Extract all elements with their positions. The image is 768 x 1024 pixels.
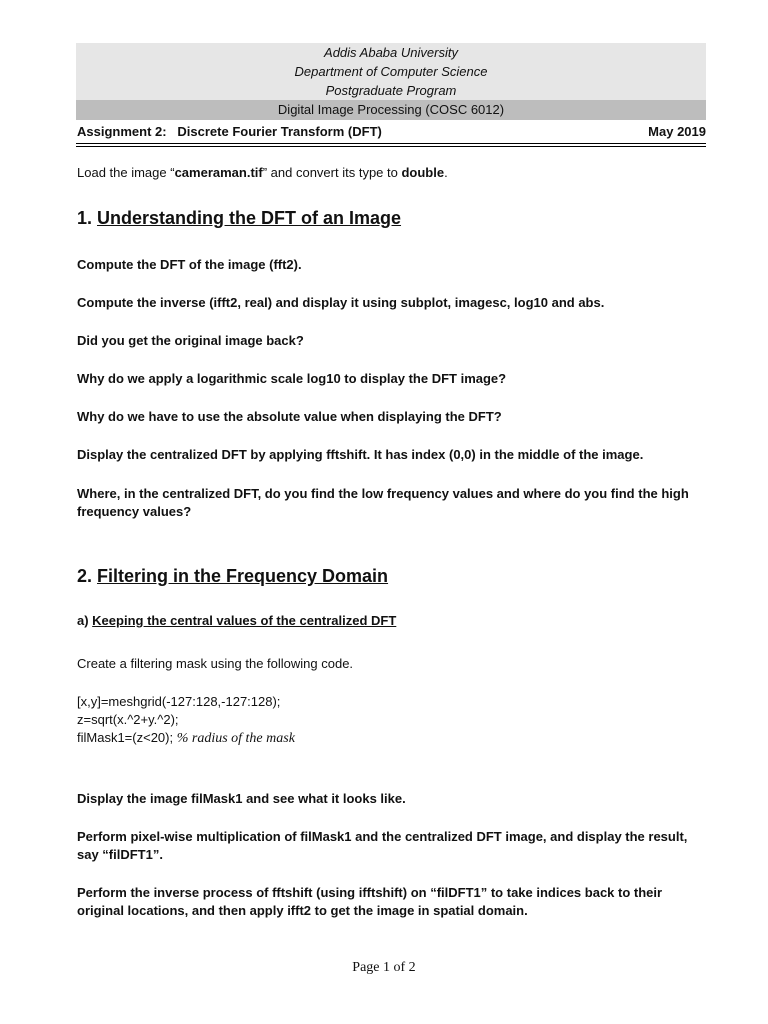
section2-item: Display the image filMask1 and see what it looks like. (77, 791, 406, 806)
section1-item: Compute the inverse (ifft2, real) and display it using subplot, imagesc, log10 and abs. (77, 295, 605, 310)
department-name: Department of Computer Science (294, 64, 488, 79)
create-mask-text: Create a filtering mask using the following code. (77, 656, 354, 671)
intro-text-pre: Load the image “ (77, 165, 175, 180)
assignment-date: May 2019 (648, 124, 706, 139)
page-number: Page 1 of 2 (352, 960, 416, 975)
intro-text-post: . (444, 165, 448, 180)
code-comment: % radius of the mask (176, 731, 295, 746)
section2-item: Perform the inverse process of fftshift (using ifftshift) on “filDFT1” to take indices back to their original locations, and then apply ifft2 to get the image in spatial domain. (77, 885, 663, 918)
code-line: z=sqrt(x.^2+y.^2); (77, 712, 179, 727)
section1-item: Why do we apply a logarithmic scale log10 to display the DFT image? (77, 371, 507, 386)
course-title: Digital Image Processing (COSC 6012) (76, 100, 706, 120)
section1-heading (77, 208, 401, 229)
section2-item: Perform pixel-wise multiplication of filMask1 and the centralized DFT image, and display the result, say “filDFT1”. (77, 829, 688, 862)
section1-item: Where, in the centralized DFT, do you find the low frequency values and where do you find the high frequency values? (77, 486, 689, 519)
section1-item: Display the centralized DFT by applying fftshift. It has index (0,0) in the middle of the image. (77, 447, 644, 462)
section2-subheading-a (77, 613, 396, 628)
section2-number: 2. (77, 566, 98, 586)
intro-filename: cameraman.tif (174, 165, 263, 180)
section2-title: Filtering in the Frequency Domain (97, 566, 389, 586)
intro-paragraph (77, 164, 707, 182)
program-name: Postgraduate Program (325, 83, 457, 98)
section2-heading (77, 566, 388, 587)
university-name: Addis Ababa University (324, 45, 458, 60)
header-rule-bottom (76, 146, 706, 147)
section1-item: Compute the DFT of the image (fft2). (77, 257, 302, 272)
code-line: [x,y]=meshgrid(-127:128,-127:128); (77, 694, 281, 709)
subheading-a-title: Keeping the central values of the centralized DFT (92, 613, 397, 628)
code-line-with-comment (77, 729, 295, 748)
section1-item: Why do we have to use the absolute value when displaying the DFT? (77, 409, 502, 424)
assignment-title: Assignment 2: Discrete Fourier Transform (DFT) (77, 124, 382, 139)
header-rule-top (76, 143, 706, 144)
subheading-a-prefix: a) (77, 613, 93, 628)
section1-item: Did you get the original image back? (77, 333, 304, 348)
assignment-row (76, 124, 706, 142)
intro-type: double (401, 165, 445, 180)
intro-text-mid: ” and convert its type to (262, 165, 402, 180)
code-line: filMask1=(z<20); (77, 730, 177, 745)
section1-title: Understanding the DFT of an Image (97, 208, 402, 228)
section1-number: 1. (77, 208, 98, 228)
